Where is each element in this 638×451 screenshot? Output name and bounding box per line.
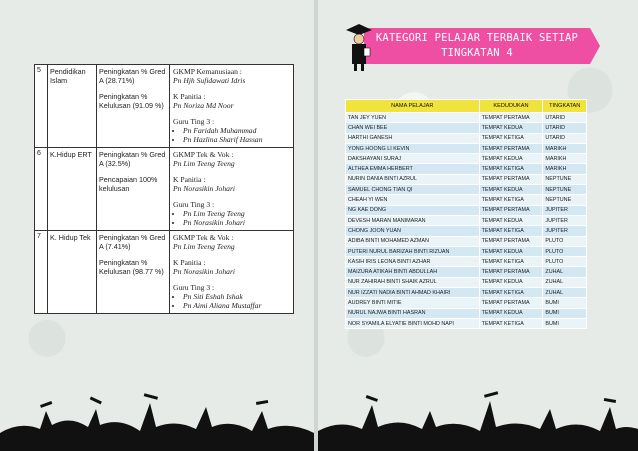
student-position: TEMPAT KETIGA <box>479 288 543 298</box>
table-row <box>346 288 587 298</box>
panitia-name: Pn Noriza Md Noor <box>173 101 234 110</box>
student-table <box>345 99 587 329</box>
table-header-row <box>346 100 587 113</box>
gkmp-label: GKMP Tek & Vok : <box>173 232 234 242</box>
table-row <box>346 133 587 143</box>
student-position: TEMPAT KEDUA <box>479 215 543 225</box>
col-header-form: TINGKATAN <box>543 100 587 113</box>
student-position: TEMPAT PERTAMA <box>479 205 543 215</box>
graduates-silhouette-right <box>318 381 638 451</box>
student-form: ZUHAL <box>543 277 587 287</box>
staff-cell <box>170 65 294 148</box>
student-name: ALTHEA EMMA HERBERT <box>346 164 480 174</box>
table-row <box>346 143 587 153</box>
performance-cell <box>97 230 170 313</box>
student-name: AUDREY BINTI MITIE <box>346 298 480 308</box>
subject-row <box>35 147 294 230</box>
row-number: 5 <box>35 65 48 148</box>
gkmp-label: GKMP Tek & Vok : <box>173 149 234 159</box>
student-position: TEMPAT PERTAMA <box>479 113 543 123</box>
graduates-silhouette <box>0 381 314 451</box>
student-form: ZUHAL <box>543 288 587 298</box>
student-form: JUPITER <box>543 215 587 225</box>
teacher-name: • Pn Lim Teeng Teeng <box>183 209 290 218</box>
student-form: PLUTO <box>543 257 587 267</box>
ting-label: Guru Ting 3 : <box>173 199 215 209</box>
student-form: PLUTO <box>543 236 587 246</box>
row-number: 7 <box>35 230 48 313</box>
student-name: KASIH IRIS LEONA BINTI AZHAR <box>346 257 480 267</box>
student-form: UTARID <box>543 123 587 133</box>
student-form: MARIKH <box>543 143 587 153</box>
col-header-name: NAMA PELAJAR <box>346 100 480 113</box>
student-name: TAN JEY YUEN <box>346 113 480 123</box>
student-position: TEMPAT KETIGA <box>479 226 543 236</box>
teacher-name: • Pn Norasikin Johari <box>183 218 290 227</box>
student-form: JUPITER <box>543 205 587 215</box>
student-position: TEMPAT KEDUA <box>479 308 543 318</box>
student-name: NURUL NAJWA BINTI HASRAN <box>346 308 480 318</box>
teacher-list <box>173 126 290 145</box>
subject-name: K.Hidup ERT <box>48 147 97 230</box>
table-row <box>346 154 587 164</box>
table-row <box>346 277 587 287</box>
row-number: 6 <box>35 147 48 230</box>
staff-cell <box>170 230 294 313</box>
left-page <box>0 0 314 451</box>
pass-rate: Peningkatan % Kelulusan (91.09 %) <box>99 92 164 110</box>
table-row <box>346 318 587 328</box>
student-position: TEMPAT KETIGA <box>479 318 543 328</box>
teacher-name: • Pn Faridah Muhammad <box>183 126 290 135</box>
student-name: CHAN WEI BEE <box>346 123 480 133</box>
student-position: TEMPAT PERTAMA <box>479 174 543 184</box>
student-name: NOR SYAMILA ELYATIE BINTI MOHD NAPI <box>346 318 480 328</box>
student-position: TEMPAT KEDUA <box>479 277 543 287</box>
student-form: MARIKH <box>543 154 587 164</box>
student-form: UTARID <box>543 113 587 123</box>
table-row <box>346 174 587 184</box>
student-form: BUMI <box>543 298 587 308</box>
panitia-label: K Panitia : <box>173 92 206 101</box>
student-name: DEVESH MARAN MANIMARAN <box>346 215 480 225</box>
right-page <box>318 0 638 451</box>
student-form: NEPTUNE <box>543 195 587 205</box>
table-row <box>346 298 587 308</box>
student-name: NG KAE DONG <box>346 205 480 215</box>
teacher-list <box>173 209 290 228</box>
table-row <box>346 113 587 123</box>
student-form: BUMI <box>543 308 587 318</box>
teacher-name: • Pn Hazlina Sharif Hassan <box>183 135 290 144</box>
student-form: ZUHAL <box>543 267 587 277</box>
performance-cell <box>97 147 170 230</box>
student-form: BUMI <box>543 318 587 328</box>
subject-row <box>35 230 294 313</box>
banner-title-line2: TINGKATAN 4 <box>441 47 513 59</box>
student-name: NURIN DANIA BINTI AZRUL <box>346 174 480 184</box>
student-form: UTARID <box>543 133 587 143</box>
table-row <box>346 164 587 174</box>
pass-rate: Peningkatan % Kelulusan (98.77 %) <box>99 257 164 276</box>
subject-name: K. Hidup Tek <box>48 230 97 313</box>
table-row <box>346 215 587 225</box>
table-row <box>346 123 587 133</box>
grade-a-increase: Peningkatan % Gred A (7.41%) <box>99 232 166 251</box>
student-form: JUPITER <box>543 226 587 236</box>
student-position: TEMPAT KETIGA <box>479 133 543 143</box>
teacher-name: • Pn Aimi Aliana Mustaffar <box>183 301 290 310</box>
student-name: MAIZURA ATIKAH BINTI ABDULLAH <box>346 267 480 277</box>
subject-name: Pendidikan Islam <box>48 65 97 148</box>
staff-cell <box>170 147 294 230</box>
table-row <box>346 308 587 318</box>
panitia-label: K Panitia : <box>173 257 206 267</box>
gkmp-name: Pn Hjh Sufidawati Idris <box>173 76 246 85</box>
student-form: PLUTO <box>543 246 587 256</box>
student-name: YONG HOONG LI KEVIN <box>346 143 480 153</box>
student-name: NUR ZAHIRAH BINTI SHAIK AZRUL <box>346 277 480 287</box>
gkmp-label: GKMP Kemanusiaan : <box>173 67 242 76</box>
grade-a-increase: Peningkatan % Gred A (28.71%) <box>99 67 166 85</box>
table-row <box>346 226 587 236</box>
student-position: TEMPAT PERTAMA <box>479 143 543 153</box>
student-form: NEPTUNE <box>543 174 587 184</box>
student-position: TEMPAT KEDUA <box>479 185 543 195</box>
student-name: PUTERI NURUL BARIZAH BINTI RIZUAN <box>346 246 480 256</box>
student-position: TEMPAT PERTAMA <box>479 236 543 246</box>
student-position: TEMPAT PERTAMA <box>479 267 543 277</box>
student-form: MARIKH <box>543 164 587 174</box>
subject-row <box>35 65 294 148</box>
table-row <box>346 185 587 195</box>
gkmp-name: Pn Lim Teeng Teeng <box>173 158 235 168</box>
gkmp-name: Pn Lim Teeng Teeng <box>173 241 235 251</box>
category-banner <box>364 28 590 64</box>
panitia-name: Pn Norasikin Johari <box>173 266 236 276</box>
student-name: DAKSHAYANI SURAJ <box>346 154 480 164</box>
panitia-label: K Panitia : <box>173 174 206 184</box>
table-row <box>346 236 587 246</box>
graduate-icon <box>344 22 374 72</box>
table-row <box>346 195 587 205</box>
student-position: TEMPAT KETIGA <box>479 195 543 205</box>
student-position: TEMPAT KETIGA <box>479 257 543 267</box>
student-position: TEMPAT PERTAMA <box>479 298 543 308</box>
ting-label: Guru Ting 3 : <box>173 282 215 292</box>
table-row <box>346 205 587 215</box>
student-name: CHEAH YI WEN <box>346 195 480 205</box>
teacher-name: • Pn Siti Eshah Ishak <box>183 292 290 301</box>
pass-rate: Pencapaian 100% kelulusan <box>99 174 158 193</box>
performance-cell <box>97 65 170 148</box>
student-position: TEMPAT KEDUA <box>479 154 543 164</box>
table-row <box>346 267 587 277</box>
subject-table <box>34 64 294 314</box>
student-form: NEPTUNE <box>543 185 587 195</box>
student-name: ADIBA BINTI MOHAMED AZMAN <box>346 236 480 246</box>
student-position: TEMPAT KEDUA <box>479 123 543 133</box>
student-name: CHONG JOON YUAN <box>346 226 480 236</box>
grade-a-increase: Peningkatan % Gred A (32.5%) <box>99 149 166 168</box>
student-position: TEMPAT KETIGA <box>479 164 543 174</box>
table-row <box>346 257 587 267</box>
table-row <box>346 246 587 256</box>
ting-label: Guru Ting 3 : <box>173 117 215 126</box>
banner-title-line1: KATEGORI PELAJAR TERBAIK SETIAP <box>375 32 579 44</box>
student-name: NUR IZZATI NADIA BINTI AHMAD KHAIRI <box>346 288 480 298</box>
student-name: HARTHI GANESH <box>346 133 480 143</box>
student-name: SAMUEL CHONG TIAN QI <box>346 185 480 195</box>
col-header-position: KEDUDUKAN <box>479 100 543 113</box>
student-position: TEMPAT KEDUA <box>479 246 543 256</box>
panitia-name: Pn Norasikin Johari <box>173 183 236 193</box>
teacher-list <box>173 292 290 311</box>
